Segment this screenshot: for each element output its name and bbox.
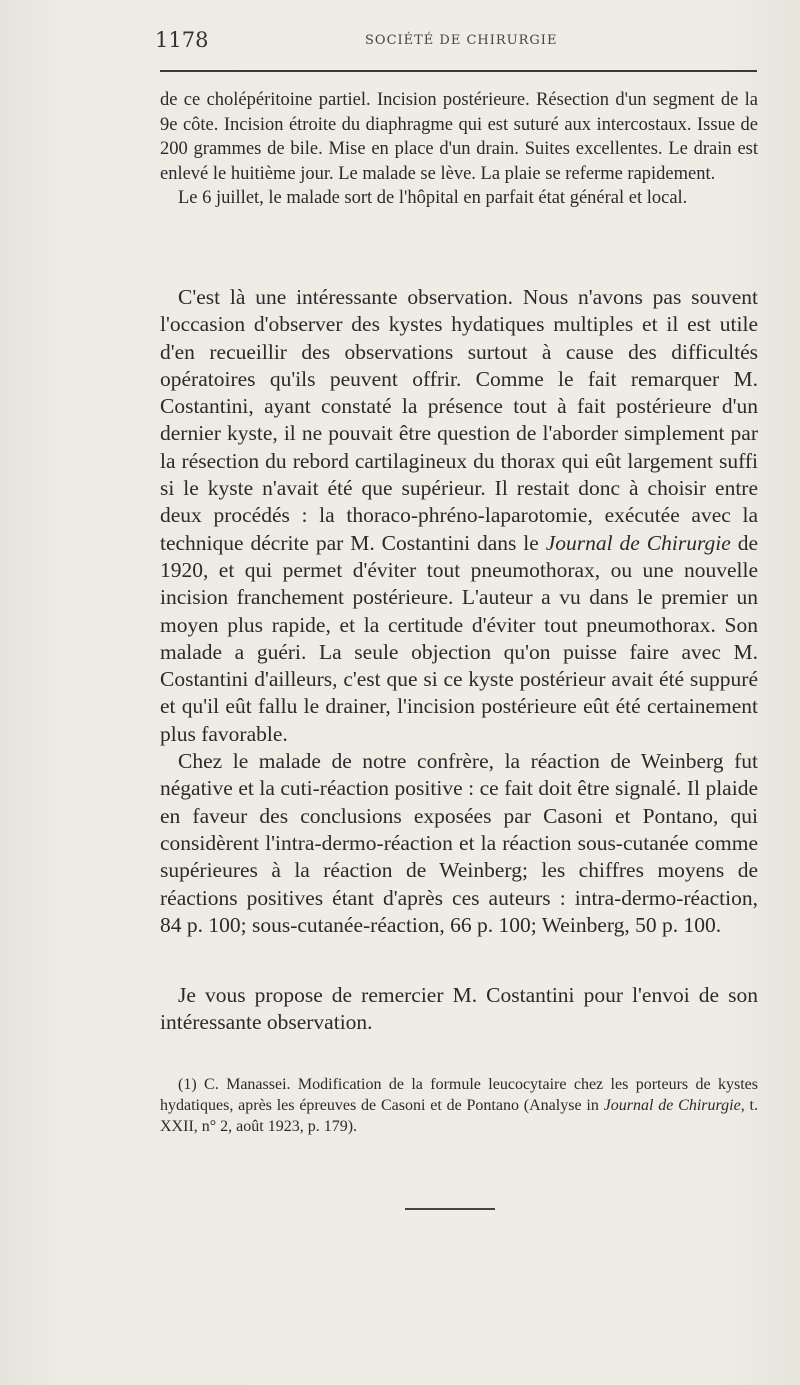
discharge-paragraph: Le 6 juillet, le malade sort de l'hôpital en parfait état général et local. <box>178 188 688 208</box>
discussion-paragraph <box>160 284 758 748</box>
closing-rule <box>405 1208 495 1210</box>
conclusion-text <box>160 982 758 1037</box>
page-number: 1178 <box>155 28 209 52</box>
footnote-text-end: , t. XXII, n° 2, août 1923, p. 179). <box>160 1097 758 1135</box>
discussion-text-start: C'est là une intéressante observation. Nous n'avons pas souvent l'occasion d'observer des kystes hydatiques multiples et il est utile d'en recueillir des observations surtout à cause des difficultés opératoires qu'ils peuvent offrir. Comme le fait remarquer M. Costantini, ayant constaté la présence tout à fait postérieure d'un dernier kyste, il ne pouvait être question de l'aborder simplement par la résection du rebord cartilagineux du thorax qui eût largement suffi si le kyste n'avait été que supérieur. Il restait donc à choisir entre deux procédés : la thoraco-phréno-laparotomie, exécutée avec la technique décrite par M. Costantini dans le <box>160 285 758 555</box>
footnote-journal-title: Journal de Chirurgie <box>603 1097 741 1114</box>
conclusion-paragraph: Je vous propose de remercier M. Costantini pour l'envoi de son intéressante observation. <box>160 983 758 1035</box>
discussion-text <box>160 284 758 939</box>
footnote <box>160 1074 758 1137</box>
footnote-text-start: (1) C. Manassei. Modification de la formule leucocytaire chez les porteurs de kystes hydatiques, après les épreuves de Casoni et de Pontano (Analyse in <box>160 1076 758 1114</box>
running-title: SOCIÉTÉ DE CHIRURGIE <box>365 33 558 48</box>
case-continuation <box>160 88 758 211</box>
footnote-paragraph <box>160 1074 758 1137</box>
header-rule <box>160 70 757 72</box>
journal-title: Journal de Chirurgie <box>545 530 731 555</box>
weinberg-paragraph: Chez le malade de notre confrère, la réaction de Weinberg fut négative et la cuti-réaction positive : ce fait doit être signalé. Il plaide en faveur des conclusions exposées par Casoni et Pontano, qui considèrent l'intra-dermo-réaction et la réaction sous-cutanée comme supérieures à la réaction de Weinberg; les chiffres moyens de réactions positives étant d'après ces auteurs : intra-dermo-réaction, 84 p. 100; sous-cutanée-réaction, 66 p. 100; Weinberg, 50 p. 100. <box>160 749 758 937</box>
page-header <box>155 28 755 56</box>
case-paragraph: de ce cholépéritoine partiel. Incision postérieure. Résection d'un segment de la 9e côte. Incision étroite du diaphragme qui est suturé aux intercostaux. Issue de 200 grammes de bile. Mise en place d'un drain. Suites excellentes. Le drain est enlevé le huitième jour. Le malade se lève. La plaie se referme rapidement. <box>160 90 758 184</box>
discussion-text-end: de 1920, et qui permet d'éviter tout pneumothorax, ou une nouvelle incision franchement postérieure. L'auteur a vu dans le premier un moyen plus rapide, et la certitude d'éviter tout pneumothorax. Son malade a guéri. La seule objection qu'on puisse faire avec M. Costantini d'ailleurs, c'est que si ce kyste postérieur avait été suppuré et qu'il eût fallu le drainer, l'incision postérieure eût été certainement plus favorable. <box>160 530 758 746</box>
